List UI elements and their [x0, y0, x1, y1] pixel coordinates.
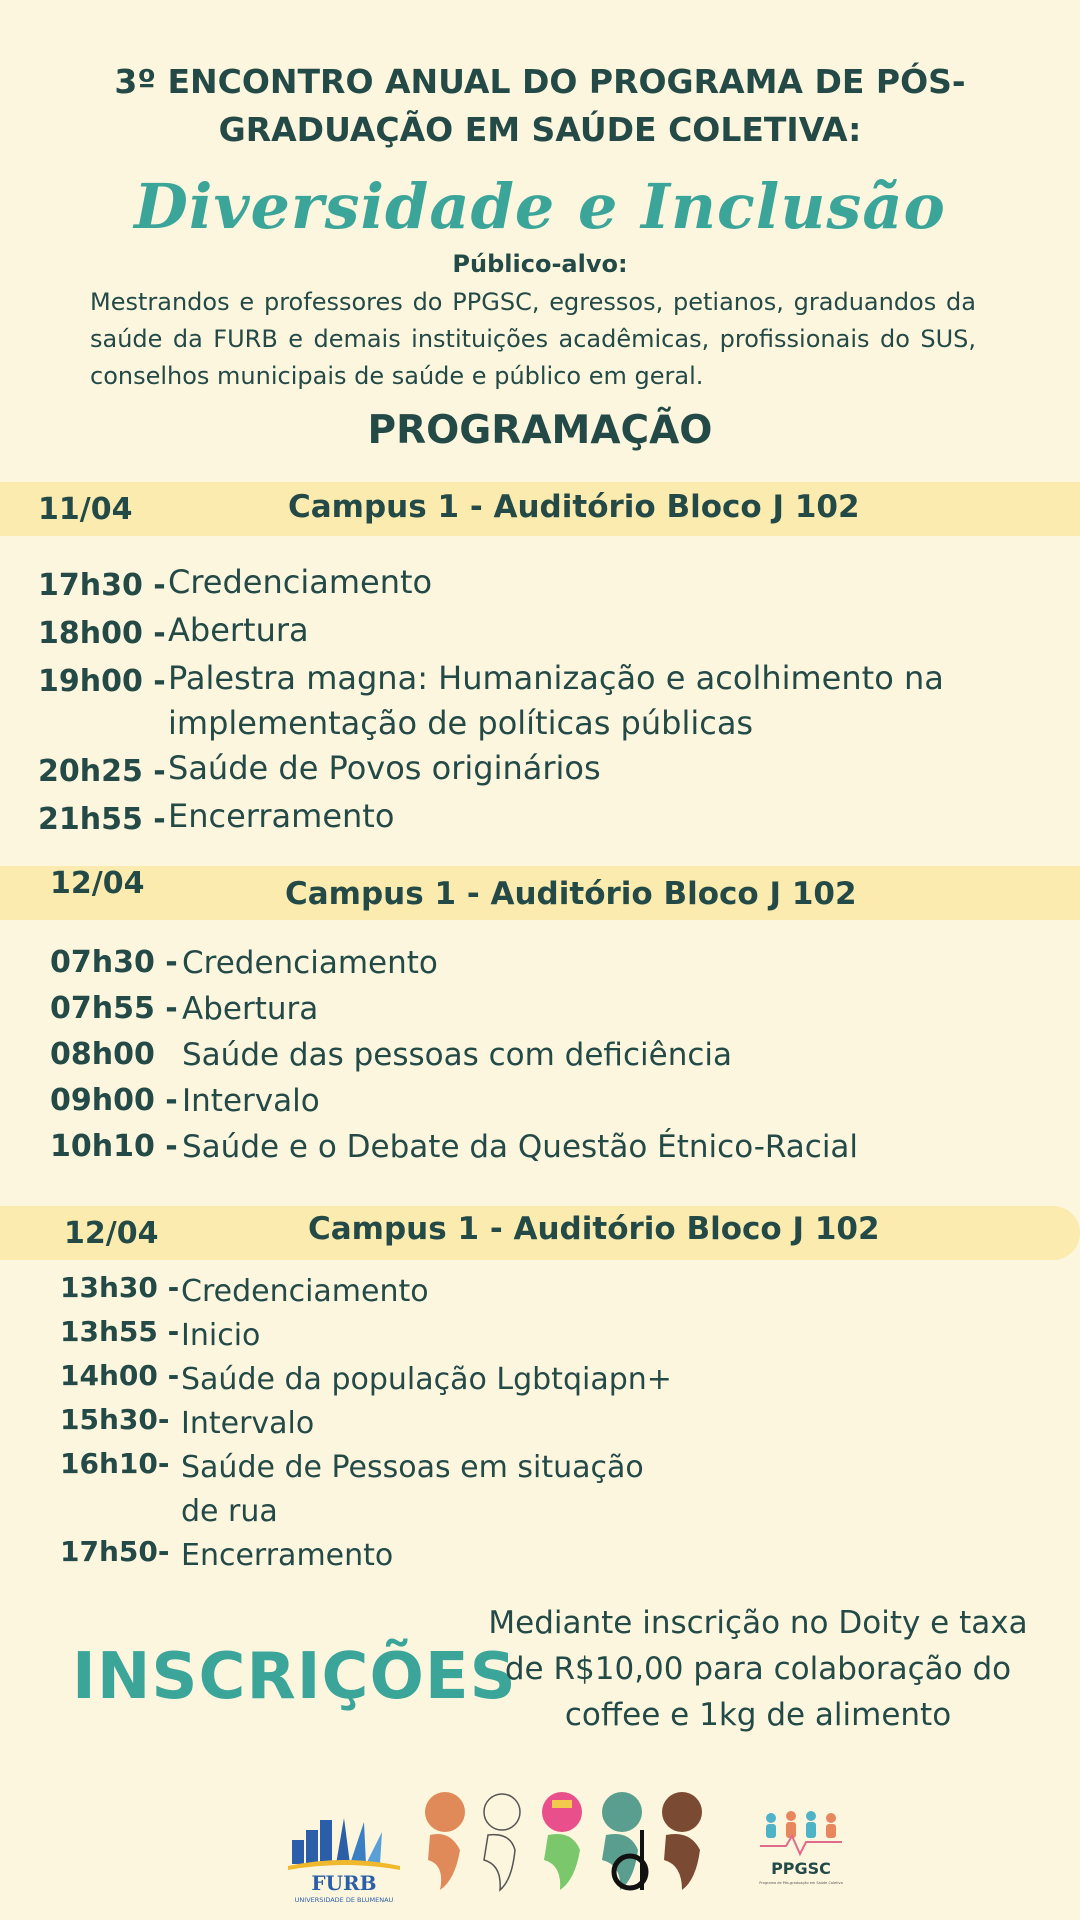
schedule-row: [38, 794, 1038, 842]
schedule-row: [38, 560, 1038, 608]
schedule-time: 21h55 -: [38, 802, 166, 837]
diversity-figures-illustration: [420, 1790, 720, 1900]
schedule-event: Abertura: [182, 991, 319, 1027]
schedule-row: [60, 1534, 760, 1578]
furb-logo: [284, 1810, 404, 1905]
schedule-row: [60, 1402, 760, 1446]
schedule-time: 19h00 -: [38, 664, 166, 699]
day-date: 11/04: [38, 492, 133, 527]
schedule-time: 16h10-: [60, 1447, 170, 1480]
schedule-event: Encerramento: [168, 797, 395, 835]
schedule-row: [38, 746, 1038, 794]
registration-title: INSCRIÇÕES: [72, 1640, 517, 1714]
ppgsc-subtitle: Programa de Pós-graduação em Saúde Coletiva: [759, 1881, 843, 1885]
schedule-row: [60, 1358, 760, 1402]
registration-text: Mediante inscrição no Doity e taxa de R$10,00 para colaboração do coffee e 1kg de alimento: [488, 1605, 1028, 1733]
schedule-time: 17h30 -: [38, 568, 166, 603]
schedule-row: [38, 608, 1038, 656]
schedule-event: Inicio: [181, 1318, 261, 1353]
schedule-time: 20h25 -: [38, 754, 166, 789]
schedule-event: Intervalo: [182, 1083, 320, 1119]
logo-strip: [0, 1790, 1080, 1904]
schedule-time: 10h10 -: [50, 1129, 178, 1164]
schedule-row: [50, 1124, 1050, 1170]
schedule-row: [50, 1078, 1050, 1124]
schedule-event: Palestra magna: Humanização e acolhimento na implementação de políticas públicas: [168, 659, 944, 742]
furb-name: FURB: [311, 1871, 377, 1895]
schedule-time: 13h55 -: [60, 1315, 180, 1348]
schedule-event: Saúde das pessoas com deficiência: [182, 1037, 732, 1073]
day-date: 12/04: [64, 1216, 159, 1251]
day-band-1: [0, 482, 1080, 536]
day-place: Campus 1 - Auditório Bloco J 102: [285, 876, 857, 912]
schedule-day-2: [50, 940, 1050, 1170]
schedule-time: 07h30 -: [50, 945, 178, 980]
day-place: Campus 1 - Auditório Bloco J 102: [308, 1211, 880, 1247]
ppgsc-name: PPGSC: [771, 1859, 831, 1878]
day-band-3: [0, 1206, 1080, 1260]
day-place: Campus 1 - Auditório Bloco J 102: [288, 489, 860, 525]
audience-text: Mestrandos e professores do PPGSC, egressos, petianos, graduandos da saúde da FURB e demais instituições acadêmicas, profissionais do SUS, conselhos municipais de saúde e público em geral.: [90, 288, 976, 390]
schedule-row: [50, 986, 1050, 1032]
schedule-event: Saúde de Povos originários: [168, 749, 601, 787]
schedule-row: [50, 940, 1050, 986]
schedule-row: [60, 1270, 760, 1314]
schedule-event: Credenciamento: [168, 563, 433, 601]
event-title: 3º ENCONTRO ANUAL DO PROGRAMA DE PÓS-GRADUAÇÃO EM SAÚDE COLETIVA:: [114, 62, 966, 149]
schedule-time: 07h55 -: [50, 991, 178, 1026]
day-band-2: [0, 866, 1080, 920]
event-subtitle: Diversidade e Inclusão: [134, 170, 946, 243]
schedule-row: [50, 1032, 1050, 1078]
schedule-day-3: [60, 1270, 760, 1578]
schedule-row: [38, 656, 1038, 746]
schedule-time: 08h00: [50, 1037, 155, 1072]
schedule-event: Credenciamento: [182, 945, 438, 981]
schedule-event: Abertura: [168, 611, 309, 649]
schedule-time: 14h00 -: [60, 1359, 180, 1392]
schedule-event: Credenciamento: [181, 1274, 429, 1309]
schedule-event: Intervalo: [181, 1406, 315, 1441]
schedule-event: Saúde de Pessoas em situação de rua: [181, 1450, 644, 1529]
schedule-time: 15h30-: [60, 1403, 170, 1436]
day-date: 12/04: [50, 866, 145, 901]
schedule-time: 18h00 -: [38, 616, 166, 651]
schedule-time: 13h30 -: [60, 1271, 180, 1304]
schedule-event: Saúde da população Lgbtqiapn+: [181, 1362, 672, 1397]
schedule-event: Encerramento: [181, 1538, 394, 1573]
program-heading: PROGRAMAÇÃO: [367, 408, 713, 453]
schedule-time: 09h00 -: [50, 1083, 178, 1118]
furb-subtitle: UNIVERSIDADE DE BLUMENAU: [294, 1896, 394, 1904]
schedule-time: 17h50-: [60, 1535, 170, 1568]
ppgsc-logo: [756, 1808, 846, 1898]
schedule-event: Saúde e o Debate da Questão Étnico-Racial: [182, 1129, 859, 1165]
schedule-row: [60, 1446, 760, 1534]
audience-label: Público-alvo:: [452, 250, 628, 278]
schedule-day-1: [38, 560, 1038, 842]
schedule-row: [60, 1314, 760, 1358]
